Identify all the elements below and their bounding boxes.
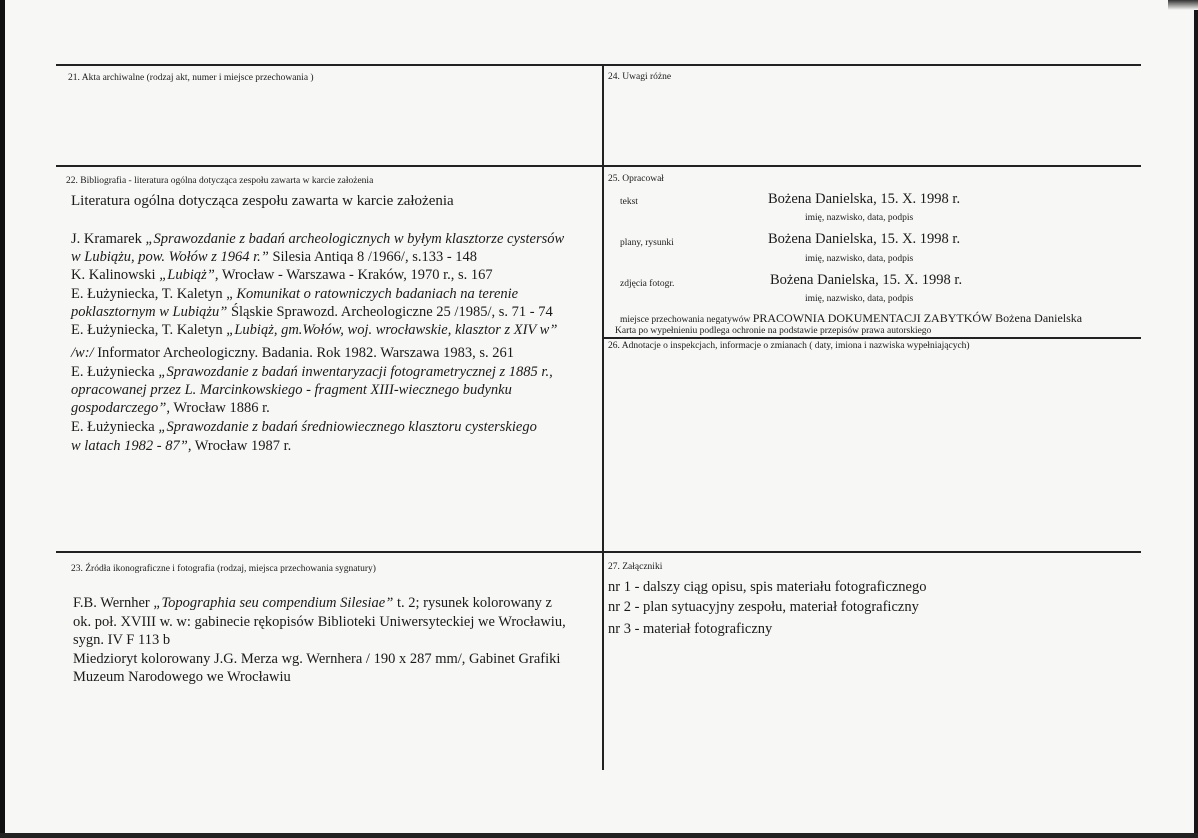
copyright-note: Karta po wypełnieniu podlega ochronie na podstawie przepisów prawa autorskiego	[615, 326, 932, 336]
bib-entry-5-line2: opracowanej przez L. Marcinkowskiego - fragment XIII-wiecznego budynku	[71, 382, 512, 398]
bib-entry-6-line1: E. Łużyniecka „Sprawozdanie z badań średniowiecznego klasztoru cysterskiego	[71, 419, 537, 435]
row-drawings-signature: Bożena Danielska, 15. X. 1998 r.	[768, 231, 961, 247]
scan-edge-left	[0, 0, 5, 838]
row-drawings-label: plany, rysunki	[620, 238, 674, 248]
scan-edge-bottom	[0, 833, 1198, 838]
rule-row3	[56, 551, 1141, 553]
row-photos-signature: Bożena Danielska, 15. X. 1998 r.	[770, 272, 963, 288]
row-drawings-caption: imię, nazwisko, data, podpis	[805, 254, 914, 264]
bib-entry-2: K. Kalinowski „Lubiąż”, Wrocław - Warszawa - Kraków, 1970 r., s. 167	[71, 267, 493, 283]
rule-row2	[56, 165, 1141, 167]
section-23-title: 23. Źródła ikonograficzne i fotografia (rodzaj, miejsca przechowania sygnatury)	[71, 564, 376, 574]
bib-entry-5-line1: E. Łużyniecka „Sprawozdanie z badań inwentaryzacji fotogrametrycznej z 1885 r.,	[71, 364, 553, 380]
bib-entry-1-line2: w Lubiążu, pow. Wołów z 1964 r.” Silesia Antiqa 8 /1966/, s.133 - 148	[71, 249, 478, 265]
iconography-line-5: Muzeum Narodowego we Wrocławiu	[73, 669, 291, 685]
section-22-title: 22. Bibliografia - literatura ogólna dotycząca zespołu zawarta w karcie założenia	[66, 176, 374, 186]
bib-entry-3-line1: E. Łużyniecka, T. Kaletyn „ Komunikat o ratowniczych badaniach na terenie	[71, 286, 519, 302]
section-22-heading: Literatura ogólna dotycząca zespołu zawarta w karcie założenia	[71, 193, 454, 209]
section-27-title: 27. Załączniki	[608, 562, 663, 572]
section-21-title: 21. Akta archiwalne (rodzaj akt, numer i miejsce przechowania )	[68, 73, 314, 83]
rule-center	[602, 64, 604, 770]
bib-entry-5-line3: gospodarczego”, Wrocław 1886 r.	[71, 400, 270, 416]
bib-entry-1-line1: J. Kramarek „Sprawozdanie z badań archeologicznych w byłym klasztorze cystersów	[71, 231, 565, 247]
iconography-line-2: ok. poł. XVIII w. w: gabinecie rękopisów Biblioteki Uniwersyteckiej we Wrocławiu,	[73, 614, 566, 630]
row-text-caption: imię, nazwisko, data, podpis	[805, 213, 914, 223]
bib-entry-6-line2: w latach 1982 - 87”, Wrocław 1987 r.	[71, 438, 292, 454]
iconography-line-4: Miedzioryt kolorowany J.G. Merza wg. Wernhera / 190 x 287 mm/, Gabinet Grafiki	[73, 651, 561, 667]
row-photos-label: zdjęcia fotogr.	[620, 279, 675, 289]
rule-top	[56, 64, 1141, 66]
row-photos-caption: imię, nazwisko, data, podpis	[805, 294, 914, 304]
attachment-item-2: nr 2 - plan sytuacyjny zespołu, materiał fotograficzny	[608, 599, 919, 615]
bib-entry-4-line2: /w:/ Informator Archeologiczny. Badania. Rok 1982. Warszawa 1983, s. 261	[71, 345, 514, 361]
rule-26	[602, 337, 1141, 339]
bib-entry-3-line2: poklasztornym w Lubiążu” Śląskie Sprawozd. Archeologiczne 25 /1985/, s. 71 - 74	[71, 304, 553, 320]
iconography-line-1: F.B. Wernher „Topographia seu compendium Silesiae” t. 2; rysunek kolorowany z	[73, 595, 552, 611]
row-text-signature: Bożena Danielska, 15. X. 1998 r.	[768, 191, 961, 207]
row-text-label: tekst	[620, 197, 638, 207]
iconography-line-3: sygn. IV F 113 b	[73, 632, 171, 648]
attachment-item-3: nr 3 - materiał fotograficzny	[608, 621, 773, 637]
section-26-title: 26. Adnotacje o inspekcjach, informacje o zmianach ( daty, imiona i nazwiska wypełniających)	[608, 341, 970, 351]
negatives-location: miejsce przechowania negatywów PRACOWNIA DOKUMENTACJI ZABYTKÓW Bożena Danielska	[620, 311, 1083, 325]
scan-edge-right	[1194, 0, 1198, 838]
attachment-item-1: nr 1 - dalszy ciąg opisu, spis materiału fotograficznego	[608, 579, 927, 595]
section-25-title: 25. Opracował	[608, 174, 664, 184]
scan-corner-shadow	[1168, 0, 1198, 10]
section-24-title: 24. Uwagi różne	[608, 72, 672, 82]
bib-entry-4-line1: E. Łużyniecka, T. Kaletyn „Lubiąż, gm.Wołów, woj. wrocławskie, klasztor z XIV w”	[71, 322, 558, 338]
